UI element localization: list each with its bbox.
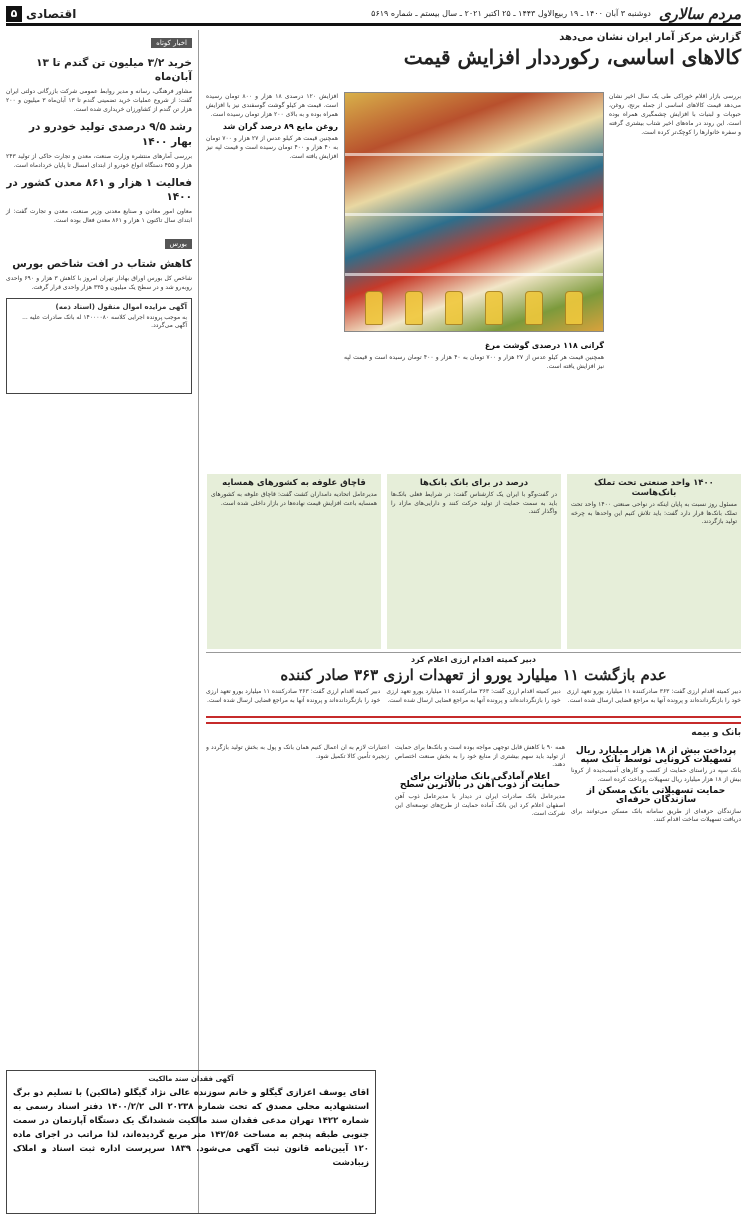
newspaper-logo: مردم سالاری [658, 4, 741, 23]
masthead [6, 4, 741, 26]
section-divider [206, 716, 741, 724]
news-text: مشاور فرهنگی، رسانه و مدیر روابط عمومی شرکت بازرگانی دولتی ایران گفت: از شروع عملیات خرید تضمینی گندم تا ۱۳ آبان‌ماه ۳ میلیون و ۲۰۰ هزار تن گندم از کشاورزان خریداری شده است. [6, 88, 192, 114]
page-number: ۵ [6, 6, 22, 22]
photo-jar [565, 291, 583, 325]
mid-article-text: مدیرعامل اتحادیه دامداران کشت گفت: قاچاق علوفه به کشورهای همسایه باعث افزایش قیمت نهاده‌ها در بازار داخلی شده است. [211, 491, 377, 507]
bank-insurance-section-tag: بانک و بیمه [691, 728, 741, 738]
notice-text: اقای یوسف اعزازی گیگلو و خانم سوزنده عالی نژاد گیگلو (مالکین) با تسلیم دو برگ استشهادیه محلی مصدق که تحت شماره ۲۰۲۳۸ الی ۱۴۰۰/۲/۲ دفتر اسناد رسمی به شماره ۱۴۲۲ تهران مدعی فقدان سند مالکیت ششدانگ یک دستگاه آپارتمان در سمت جنوبی طبقه پنجم به مساحت ۱۴۲/۵۶ متر مربع گردیده‌اند، لذا مراتب در اجرای ماده ۱۲۰ آیین‌نامه قانون ثبت آگهی می‌شود. ۱۸۳۹ سرپرست اداره ثبت اسناد و املاک زیبادشت [13, 1088, 370, 1168]
currency-story [206, 652, 741, 742]
mid-article [387, 474, 561, 649]
photo-shelf [345, 153, 603, 156]
lead-subhead: روغن مایع ۸۹ درصد گران شد [222, 122, 338, 131]
photo-jar [525, 291, 543, 325]
currency-text: دبیر کمیته اقدام ارزی گفت: ۳۶۳ صادرکننده ۱۱ میلیارد یورو تعهد ارزی خود را بازنگردانده‌اند و پرونده آنها به مراجع قضایی ارسال شده است. [206, 688, 381, 704]
photo-shelf [345, 213, 603, 216]
mid-article-text: مسئول روز نسبت به پایان اینکه در نواحی صنعتی ۱۴۰۰ واحد تحت تملک بانک‌ها قرار دارد گفت: باید تلاش کنیم این واحدها به چرخه تولید بازگردند. [571, 501, 737, 525]
mid-article [567, 474, 741, 649]
left-column [6, 30, 199, 1214]
auction-notice [6, 298, 192, 394]
short-news-label: اخبار کوتاه [151, 38, 192, 48]
bank-article-title: حمایت تسهیلاتی بانک مسکن از سازندگان حرفه‌ای [586, 786, 726, 805]
notice-title: آگهی فقدان سند مالکیت [148, 1075, 234, 1083]
section-header [6, 6, 76, 22]
groceries-photo [344, 92, 604, 332]
currency-headline: عدم بازگشت ۱۱ میلیارد یورو از تعهدات ارزی ۳۶۳ صادر کننده [280, 666, 667, 684]
bank-article-text: سازندگان حرفه‌ای از طریق سامانه بانک مسکن می‌توانند برای دریافت تسهیلات ساخت اقدام کنند. [571, 807, 741, 824]
lead-column-right [609, 92, 741, 470]
bank-article-title: اعلام آمادگی بانک صادرات برای حمایت از ذوب آهن در بالاترین سطح [399, 771, 561, 791]
lead-subhead: گرانی ۱۱۸ درصدی گوشت مرغ [484, 341, 604, 350]
bank-article-text: اعتبارات لازم به آن اعمال کنیم همان بانک و پول به بخش تولید بازگردد و زنجیره تأمین کالا تکمیل شود. [206, 744, 389, 760]
lead-headline: کالاهای اساسی، رکورددار افزایش قیمت [403, 45, 741, 69]
bank-column [395, 744, 565, 1214]
bank-column [206, 744, 389, 1064]
currency-text: دبیر کمیته اقدام ارزی گفت: ۳۶۳ صادرکننده ۱۱ میلیارد یورو تعهد ارزی خود را بازنگردانده‌اند و پرونده آنها به مراجع قضایی ارسال شده است. [386, 688, 561, 704]
photo-jar [365, 291, 383, 325]
currency-columns [206, 688, 741, 738]
news-title: رشد ۹/۵ درصدی تولید خودرو در بهار ۱۴۰۰ [28, 121, 192, 148]
bank-article-text: بانک سپه در راستای حمایت از کسب و کارهای آسیب‌دیده از کرونا بیش از ۱۸ هزار میلیارد ریال تسهیلات پرداخت کرده است. [571, 767, 741, 783]
section-title: اقتصادی [26, 6, 77, 21]
bourse-news [6, 257, 192, 292]
lead-story [206, 92, 741, 472]
bourse-text: شاخص کل بورس اوراق بهادار تهران امروز با کاهش ۳ هزار و ۶۹۰ واحدی روبه‌رو شد و در سطح یک میلیون و ۳۳۵ هزار واحدی قرار گرفت. [6, 275, 192, 292]
news-text: بررسی آمارهای منتشره وزارت صنعت، معدن و تجارت حاکی از تولید ۲۴۳ هزار و ۴۵۵ دستگاه انواع خودرو از ابتدای امسال تا پایان خردادماه است. [6, 152, 192, 169]
news-item [6, 176, 192, 225]
news-text: معاون امور معادن و صنایع معدنی وزیر صنعت، معدن و تجارت گفت: از ابتدای سال تاکنون ۱ هزار و ۸۶۱ معدن فعال بوده است. [6, 208, 192, 225]
photo-shelf [345, 273, 603, 276]
lead-text: افزایش ۱۲۰ درصدی ۱۸ هزار و ۸۰۰ تومان رسیده است. قیمت هر کیلو گوشت گوسفندی نیز با افزایش همراه بوده و به بالای ۲۰۰ هزار تومان رسیده است. [206, 93, 338, 118]
bank-article-title: پرداخت بیش از ۱۸ هزار میلیارد ریال تسهیلات کرونایی توسط بانک سپه [575, 746, 737, 765]
issue-info: دوشنبه ۳ آبان ۱۴۰۰ ـ ۱۹ ربیع‌الاول ۱۴۴۳ ـ ۲۵ اکتبر ۲۰۲۱ ـ سال بیستم ـ شماره ۵۶۱۹ [371, 9, 651, 18]
mid-article [207, 474, 381, 649]
mid-article-text: در گفت‌وگو با ایران یک کارشناس گفت: در شرایط فعلی بانک‌ها باید به سمت حمایت از تولید حرکت کنند و دارایی‌های مازاد را واگذار کنند. [391, 491, 557, 515]
bank-article-text: همه ۹۰ با کاهش قابل توجهی مواجه بوده است و بانک‌ها برای حمایت از تولید باید سهم بیشتری از منابع خود را به بخش صنعت اختصاص دهند. [395, 744, 565, 769]
bourse-title: کاهش شتاب در افت شاخص بورس [12, 258, 192, 271]
lost-deed-notice [6, 1070, 376, 1214]
bank-column [571, 744, 741, 1214]
middle-band [206, 474, 741, 649]
photo-jar [445, 291, 463, 325]
currency-text: دبیر کمیته اقدام ارزی گفت: ۳۶۳ صادرکننده ۱۱ میلیارد یورو تعهد ارزی خود را بازنگردانده‌اند و پرونده آنها به مراجع قضایی ارسال شده است. [566, 688, 741, 704]
currency-kicker: دبیر کمیته اقدام ارزی اعلام کرد [410, 655, 537, 664]
lead-text: همچنین قیمت هر کیلو عدس از ۲۷ هزار و ۷۰۰ تومان به ۴۰ هزار و ۴۰۰ تومان رسیده است و قیمت لپه نیز افزایش یافته است. [206, 135, 338, 160]
news-item [6, 120, 192, 169]
auction-notice-title: آگهی مزایده اموال منقول (اسناد ذمه) [55, 303, 187, 312]
mid-article-title: قاچاق علوفه به کشورهای همسایه [222, 478, 366, 488]
main-area [206, 30, 741, 704]
mid-article-title: درصد در برای بانک بانک‌ها [419, 478, 529, 488]
lead-column-middle [344, 338, 604, 470]
photo-jar [485, 291, 503, 325]
auction-notice-text: به موجب پرونده اجرایی کلاسه ۱۴۰۰۰۰۸۰ له بانک صادرات علیه ... آگهی می‌گردد. [22, 313, 187, 330]
news-item [6, 56, 192, 114]
mid-article-title: ۱۴۰۰ واحد صنعتی تحت تملک بانک‌هاست [594, 478, 714, 498]
lead-text: همچنین قیمت هر کیلو عدس از ۲۷ هزار و ۷۰۰ تومان به ۴۰ هزار و ۴۰۰ تومان رسیده است و قیمت لپه نیز افزایش یافته است. [344, 354, 604, 370]
photo-jar [405, 291, 423, 325]
news-title: خرید ۳/۲ میلیون تن گندم تا ۱۳ آبان‌ماه [36, 57, 192, 84]
bourse-label: بورس [165, 239, 193, 249]
bank-article-text: مدیرعامل بانک صادرات ایران در دیدار با مدیرعامل ذوب آهن اصفهان اعلام کرد این بانک آماده حمایت از طرح‌های توسعه‌ای این شرکت است. [395, 792, 565, 818]
lead-column-left [206, 92, 338, 470]
news-title: فعالیت ۱ هزار و ۸۶۱ معدن کشور در ۱۴۰۰ [6, 176, 192, 203]
lead-kicker: گزارش مرکز آمار ایران نشان می‌دهد [559, 32, 741, 43]
lead-text: بررسی بازار اقلام خوراکی طی یک سال اخیر نشان می‌دهد قیمت کالاهای اساسی از جمله برنج، روغن، حبوبات و لبنیات با افزایش چشمگیری همراه بوده است. این روند در ماه‌های اخیر شتاب بیشتری گرفته و سفره خانوارها را کوچک‌تر کرده است. [609, 93, 741, 136]
